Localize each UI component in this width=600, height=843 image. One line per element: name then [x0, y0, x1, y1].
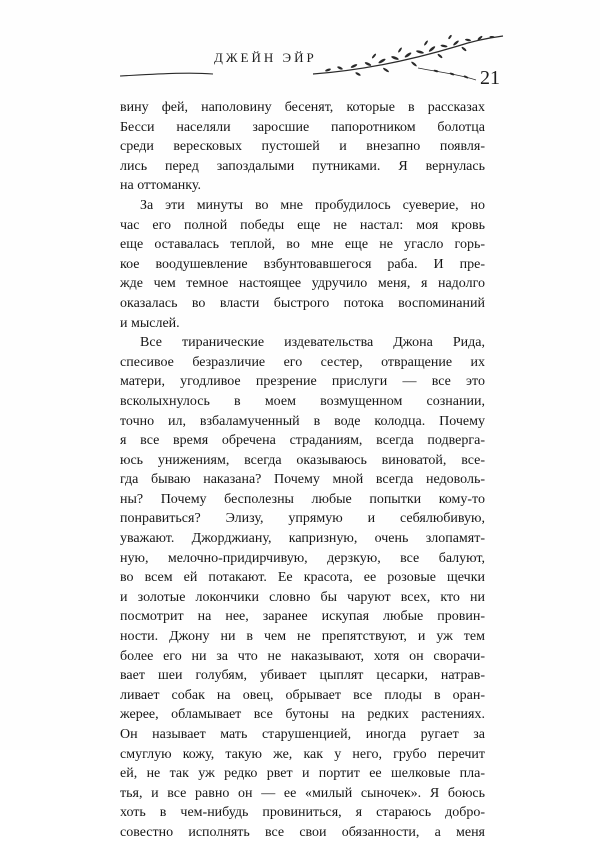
text-line: смуглую кожу, такую же, как у него, грубо перечит [120, 746, 485, 762]
text-line: ную, мелочно-придирчивую, дерзкую, все балуют, [120, 550, 485, 566]
text-line: совестно исполнять все свои обязанности, а меня [120, 824, 485, 840]
text-line: я все время обречена страданиям, всегда подверга- [120, 433, 485, 449]
text-line: лись перед запоздалыми путниками. Я вернулась [120, 158, 485, 174]
text-line: во всем ей потакают. Ее красота, ее розовые щечки [120, 570, 485, 586]
text-line: час его полной победы еще не настал: моя кровь [120, 217, 485, 233]
text-line: Все тиранические издевательства Джона Рида, [140, 335, 485, 351]
text-line: понравиться? Элизу, упрямую и себялюбивую, [120, 511, 485, 527]
text-line: ливает собак на овец, обрывает все плоды в оран- [120, 687, 485, 703]
text-line: Он называет мать старушенцией, иногда ругает за [120, 727, 485, 742]
text-line: точно ил, взбаламученный в воде колодца. Почему [120, 413, 485, 429]
text-line: жерее, обламывает все бутоны на редких растениях. [120, 707, 485, 723]
text-line: ей, не так уж редко рвет и портит ее шелковые пла- [120, 766, 485, 782]
text-line: на оттоманку. [120, 178, 201, 194]
text-line: спесивое безразличие его сестер, отвращение их [120, 354, 485, 370]
text-line: жде чем темное настоящее удручило меня, я надолго [120, 276, 485, 292]
text-line: оказалась во власти быстрого потока воспоминаний [120, 295, 485, 311]
text-line: вает шеи голубям, убивает цыплят цесарки, натрав- [120, 668, 485, 684]
body-text [120, 98, 485, 843]
text-line: ны? Почему бесполезны любые попытки кому-то [120, 491, 485, 507]
text-line: хоть в чем-нибудь провиниться, я стараюсь добро- [120, 805, 485, 821]
text-line: и золотые локончики словно бы чаруют всех, кто ни [120, 589, 485, 605]
text-line: уважают. Джорджиану, капризную, очень злопамят- [120, 531, 485, 547]
text-line: среди вересковых пустошей и внезапно появля- [120, 139, 485, 155]
text-line: тья, и все равно он — ее «милый сыночек». Я боюсь [120, 785, 485, 801]
text-line: более его ни за что не наказывают, хотя он сворачи- [120, 648, 485, 664]
text-line: посмотрит на нее, заранее искупая любые провин- [120, 609, 485, 625]
running-title: ДЖЕЙН ЭЙР [214, 50, 317, 65]
text-line: матери, угодливое презрение прислуги — все это [120, 374, 485, 390]
text-line: кое воодушевление взбунтовавшегося раба. И пре- [120, 256, 485, 272]
text-line: Бесси населяли заросшие папоротником болотца [120, 119, 485, 135]
text-line: ности. Джону ни в чем не препятствуют, и уж тем [120, 629, 485, 645]
text-line: всколыхнулось в моем возмущенном сознании, [120, 393, 485, 409]
text-line: и мыслей. [120, 315, 180, 331]
text-line: еще оставалась теплой, во мне еще не угасло горь- [120, 237, 485, 253]
text-line: гда бываю наказана? Почему мной всегда недоволь- [120, 472, 485, 488]
page-number: 21 [480, 67, 500, 89]
text-line: За эти минуты во мне пробудилось суеверие, но [140, 197, 485, 213]
text-line: вину фей, наполовину бесенят, которые в рассказах [120, 100, 485, 115]
text-line: юсь унижениям, всегда оказываюсь виноватой, все- [120, 452, 485, 468]
